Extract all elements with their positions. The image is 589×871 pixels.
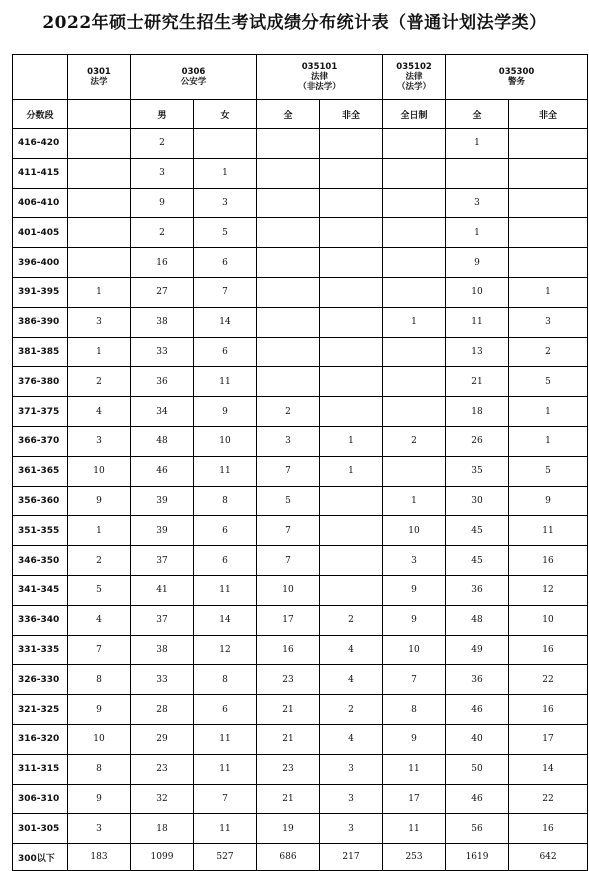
count-cell: 2 (131, 218, 194, 248)
score-range-cell: 301-305 (13, 814, 68, 844)
count-cell: 11 (383, 814, 446, 844)
count-cell: 11 (194, 754, 257, 784)
count-cell: 38 (131, 307, 194, 337)
count-cell: 1099 (131, 844, 194, 871)
count-cell: 38 (131, 635, 194, 665)
count-cell: 21 (446, 367, 509, 397)
subcol-header-fulltime: 全 (446, 100, 509, 129)
count-cell: 16 (509, 546, 588, 576)
count-cell: 33 (131, 337, 194, 367)
count-cell (257, 248, 320, 278)
count-cell: 11 (509, 516, 588, 546)
count-cell: 4 (320, 665, 383, 695)
count-cell: 11 (194, 575, 257, 605)
count-cell: 17 (383, 784, 446, 814)
table-row (13, 129, 588, 159)
subcol-header-0301 (68, 100, 131, 129)
count-cell: 2 (257, 397, 320, 427)
count-cell (383, 188, 446, 218)
count-cell: 2 (68, 367, 131, 397)
count-cell: 46 (446, 784, 509, 814)
major-header-035101: 035101 法律 （非法学） (257, 55, 383, 100)
count-cell: 5 (257, 486, 320, 516)
count-cell (320, 307, 383, 337)
subcol-header-parttime: 非全 (509, 100, 588, 129)
count-cell: 11 (383, 754, 446, 784)
count-cell (509, 188, 588, 218)
count-cell (320, 397, 383, 427)
count-cell (257, 218, 320, 248)
count-cell: 36 (446, 575, 509, 605)
count-cell: 642 (509, 844, 588, 871)
table-row (13, 575, 588, 605)
count-cell (257, 158, 320, 188)
count-cell: 23 (131, 754, 194, 784)
subcol-header-fulltime: 全 (257, 100, 320, 129)
count-cell: 1 (446, 218, 509, 248)
count-cell: 11 (194, 456, 257, 486)
count-cell: 4 (68, 605, 131, 635)
count-cell: 8 (383, 695, 446, 725)
count-cell (446, 158, 509, 188)
count-cell: 11 (446, 307, 509, 337)
count-cell (257, 188, 320, 218)
count-cell: 6 (194, 546, 257, 576)
count-cell: 3 (320, 754, 383, 784)
count-cell: 27 (131, 277, 194, 307)
count-cell: 1 (509, 397, 588, 427)
score-range-cell: 371-375 (13, 397, 68, 427)
count-cell: 3 (194, 188, 257, 218)
score-range-cell: 331-335 (13, 635, 68, 665)
page-title: 2022年硕士研究生招生考试成绩分布统计表（普通计划法学类） (42, 13, 547, 33)
table-row (13, 277, 588, 307)
table-row (13, 844, 588, 871)
table-row (13, 754, 588, 784)
count-cell (320, 486, 383, 516)
table-row (13, 695, 588, 725)
count-cell: 22 (509, 784, 588, 814)
count-cell: 9 (194, 397, 257, 427)
count-cell: 10 (194, 426, 257, 456)
count-cell: 10 (446, 277, 509, 307)
major-header-0306: 0306 公安学 (131, 55, 257, 100)
count-cell: 18 (131, 814, 194, 844)
count-cell: 2 (68, 546, 131, 576)
count-cell: 23 (257, 754, 320, 784)
count-cell (257, 367, 320, 397)
count-cell: 45 (446, 516, 509, 546)
count-cell: 9 (131, 188, 194, 218)
count-cell: 2 (320, 695, 383, 725)
count-cell: 7 (257, 516, 320, 546)
count-cell (257, 337, 320, 367)
count-cell: 3 (131, 158, 194, 188)
count-cell: 7 (194, 277, 257, 307)
count-cell: 7 (383, 665, 446, 695)
table-row (13, 367, 588, 397)
score-range-cell: 396-400 (13, 248, 68, 278)
count-cell: 5 (509, 456, 588, 486)
count-cell: 2 (320, 605, 383, 635)
count-cell (509, 129, 588, 159)
count-cell: 13 (446, 337, 509, 367)
count-cell: 10 (257, 575, 320, 605)
count-cell (320, 188, 383, 218)
count-cell: 10 (383, 516, 446, 546)
count-cell: 3 (509, 307, 588, 337)
count-cell (320, 516, 383, 546)
count-cell: 1 (68, 337, 131, 367)
count-cell: 1 (194, 158, 257, 188)
table-row (13, 635, 588, 665)
count-cell (320, 575, 383, 605)
table-row (13, 426, 588, 456)
count-cell: 1 (68, 516, 131, 546)
score-table-body (13, 129, 588, 871)
count-cell: 49 (446, 635, 509, 665)
count-cell: 17 (257, 605, 320, 635)
count-cell: 1 (320, 456, 383, 486)
count-cell: 253 (383, 844, 446, 871)
table-row (13, 784, 588, 814)
count-cell: 3 (383, 546, 446, 576)
count-cell: 16 (509, 635, 588, 665)
table-row (13, 605, 588, 635)
count-cell: 3 (68, 814, 131, 844)
count-cell: 40 (446, 724, 509, 754)
count-cell: 686 (257, 844, 320, 871)
score-range-cell: 406-410 (13, 188, 68, 218)
count-cell: 34 (131, 397, 194, 427)
count-cell: 10 (68, 456, 131, 486)
count-cell (383, 397, 446, 427)
count-cell (68, 218, 131, 248)
major-header-035300: 035300 警务 (446, 55, 588, 100)
count-cell: 7 (257, 456, 320, 486)
count-cell: 32 (131, 784, 194, 814)
score-range-cell: 341-345 (13, 575, 68, 605)
score-range-cell: 346-350 (13, 546, 68, 576)
count-cell: 37 (131, 546, 194, 576)
table-row (13, 456, 588, 486)
count-cell: 3 (320, 814, 383, 844)
count-cell: 10 (383, 635, 446, 665)
count-cell: 41 (131, 575, 194, 605)
count-cell: 29 (131, 724, 194, 754)
count-cell: 3 (68, 426, 131, 456)
count-cell (383, 218, 446, 248)
count-cell: 6 (194, 695, 257, 725)
count-cell: 48 (446, 605, 509, 635)
count-cell: 9 (68, 486, 131, 516)
count-cell: 12 (194, 635, 257, 665)
count-cell: 19 (257, 814, 320, 844)
count-cell (383, 248, 446, 278)
count-cell: 48 (131, 426, 194, 456)
score-range-cell: 401-405 (13, 218, 68, 248)
subcolumn-header-row (13, 100, 588, 129)
major-header-0301: 0301 法学 (68, 55, 131, 100)
score-range-cell: 361-365 (13, 456, 68, 486)
count-cell: 217 (320, 844, 383, 871)
count-cell (509, 248, 588, 278)
score-range-cell: 311-315 (13, 754, 68, 784)
score-range-cell: 386-390 (13, 307, 68, 337)
count-cell (320, 248, 383, 278)
count-cell: 17 (509, 724, 588, 754)
count-cell: 1 (68, 277, 131, 307)
count-cell (320, 277, 383, 307)
count-cell: 8 (68, 754, 131, 784)
score-range-cell: 411-415 (13, 158, 68, 188)
count-cell: 11 (194, 814, 257, 844)
count-cell (509, 158, 588, 188)
count-cell (320, 129, 383, 159)
count-cell (257, 277, 320, 307)
count-cell: 9 (383, 575, 446, 605)
count-cell: 3 (257, 426, 320, 456)
count-cell: 10 (509, 605, 588, 635)
count-cell: 9 (446, 248, 509, 278)
count-cell: 33 (131, 665, 194, 695)
count-cell (383, 367, 446, 397)
count-cell: 3 (68, 307, 131, 337)
subcol-header-fulltime-system: 全日制 (383, 100, 446, 129)
count-cell: 21 (257, 724, 320, 754)
score-range-cell: 376-380 (13, 367, 68, 397)
count-cell: 12 (509, 575, 588, 605)
count-cell: 9 (68, 695, 131, 725)
count-cell: 8 (194, 486, 257, 516)
table-row (13, 516, 588, 546)
score-distribution-table (12, 54, 588, 871)
count-cell (383, 456, 446, 486)
table-row (13, 307, 588, 337)
count-cell: 7 (68, 635, 131, 665)
subcol-header-male: 男 (131, 100, 194, 129)
table-row (13, 724, 588, 754)
count-cell: 45 (446, 546, 509, 576)
table-row (13, 397, 588, 427)
count-cell: 1 (509, 426, 588, 456)
count-cell: 5 (194, 218, 257, 248)
subcol-header-parttime: 非全 (320, 100, 383, 129)
count-cell (68, 248, 131, 278)
count-cell: 37 (131, 605, 194, 635)
score-range-cell: 366-370 (13, 426, 68, 456)
score-range-cell: 316-320 (13, 724, 68, 754)
count-cell: 2 (509, 337, 588, 367)
table-row (13, 546, 588, 576)
count-cell (383, 337, 446, 367)
count-cell (383, 158, 446, 188)
count-cell: 183 (68, 844, 131, 871)
major-header-035102: 035102 法律 （法学） (383, 55, 446, 100)
count-cell: 16 (257, 635, 320, 665)
count-cell: 1 (446, 129, 509, 159)
count-cell: 5 (509, 367, 588, 397)
count-cell: 1 (509, 277, 588, 307)
count-cell: 9 (383, 724, 446, 754)
count-cell: 4 (320, 724, 383, 754)
count-cell: 14 (194, 307, 257, 337)
score-range-cell: 391-395 (13, 277, 68, 307)
count-cell: 16 (131, 248, 194, 278)
count-cell: 10 (68, 724, 131, 754)
count-cell: 23 (257, 665, 320, 695)
count-cell (257, 307, 320, 337)
count-cell: 11 (194, 724, 257, 754)
count-cell: 6 (194, 516, 257, 546)
count-cell (194, 129, 257, 159)
count-cell: 6 (194, 248, 257, 278)
count-cell: 14 (509, 754, 588, 784)
count-cell: 6 (194, 337, 257, 367)
count-cell: 46 (131, 456, 194, 486)
count-cell: 9 (68, 784, 131, 814)
count-cell: 16 (509, 814, 588, 844)
count-cell: 16 (509, 695, 588, 725)
count-cell (383, 129, 446, 159)
count-cell: 3 (446, 188, 509, 218)
table-row (13, 158, 588, 188)
score-range-cell: 326-330 (13, 665, 68, 695)
count-cell: 26 (446, 426, 509, 456)
table-row (13, 486, 588, 516)
count-cell (68, 188, 131, 218)
subcol-header-female: 女 (194, 100, 257, 129)
count-cell (383, 277, 446, 307)
score-range-cell: 381-385 (13, 337, 68, 367)
count-cell: 30 (446, 486, 509, 516)
count-cell: 1619 (446, 844, 509, 871)
count-cell: 50 (446, 754, 509, 784)
score-range-cell: 336-340 (13, 605, 68, 635)
count-cell: 9 (383, 605, 446, 635)
count-cell (68, 129, 131, 159)
count-cell: 18 (446, 397, 509, 427)
count-cell (509, 218, 588, 248)
count-cell (320, 367, 383, 397)
table-row (13, 665, 588, 695)
count-cell: 56 (446, 814, 509, 844)
corner-cell (13, 55, 68, 100)
score-range-cell: 306-310 (13, 784, 68, 814)
count-cell: 11 (194, 367, 257, 397)
score-range-cell: 321-325 (13, 695, 68, 725)
count-cell (320, 158, 383, 188)
count-cell: 46 (446, 695, 509, 725)
score-range-cell: 416-420 (13, 129, 68, 159)
range-column-header: 分数段 (13, 100, 68, 129)
count-cell: 5 (68, 575, 131, 605)
table-row (13, 814, 588, 844)
count-cell: 527 (194, 844, 257, 871)
count-cell: 36 (446, 665, 509, 695)
score-range-cell: 300以下 (13, 844, 68, 871)
count-cell (257, 129, 320, 159)
count-cell: 9 (509, 486, 588, 516)
count-cell: 1 (320, 426, 383, 456)
count-cell: 8 (194, 665, 257, 695)
count-cell: 22 (509, 665, 588, 695)
count-cell (320, 546, 383, 576)
table-row (13, 248, 588, 278)
count-cell: 35 (446, 456, 509, 486)
table-row (13, 188, 588, 218)
count-cell: 4 (320, 635, 383, 665)
score-range-cell: 351-355 (13, 516, 68, 546)
count-cell: 21 (257, 695, 320, 725)
count-cell: 8 (68, 665, 131, 695)
count-cell: 28 (131, 695, 194, 725)
count-cell: 7 (257, 546, 320, 576)
count-cell: 7 (194, 784, 257, 814)
count-cell: 2 (131, 129, 194, 159)
count-cell (68, 158, 131, 188)
count-cell: 39 (131, 516, 194, 546)
count-cell: 2 (383, 426, 446, 456)
count-cell (320, 218, 383, 248)
count-cell: 4 (68, 397, 131, 427)
count-cell: 1 (383, 307, 446, 337)
count-cell: 14 (194, 605, 257, 635)
count-cell: 21 (257, 784, 320, 814)
count-cell: 36 (131, 367, 194, 397)
score-range-cell: 356-360 (13, 486, 68, 516)
table-row (13, 337, 588, 367)
count-cell: 1 (383, 486, 446, 516)
major-header-row (13, 55, 588, 100)
count-cell: 3 (320, 784, 383, 814)
count-cell (320, 337, 383, 367)
count-cell: 39 (131, 486, 194, 516)
table-row (13, 218, 588, 248)
